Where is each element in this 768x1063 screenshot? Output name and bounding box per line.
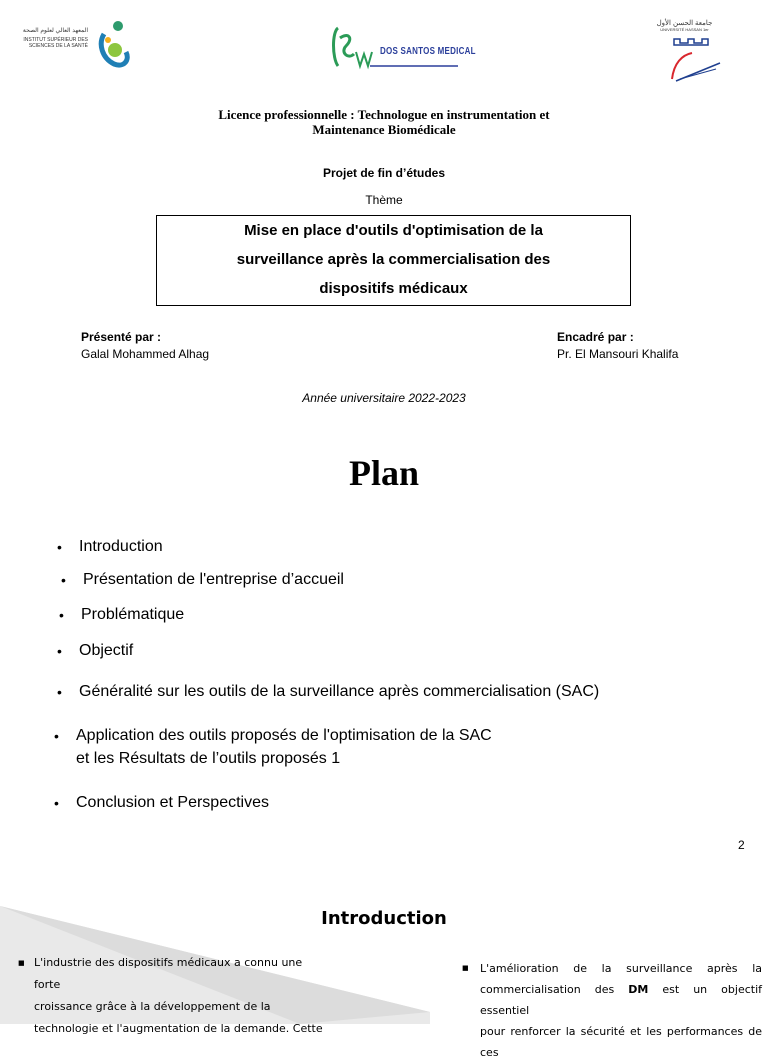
plan-item-label: Application des outils proposés de l'optimisation de la SAC: [76, 727, 492, 744]
plan-item-label: Introduction: [79, 538, 163, 555]
institute-logo-arabic: المعهد العالي لعلوم الصحة: [22, 28, 88, 34]
project-title-line-1: Mise en place d'outils d'optimisation de la: [244, 222, 543, 239]
plan-item-label: Présentation de l'entreprise d’accueil: [83, 571, 344, 588]
bullet-icon: •: [57, 539, 62, 555]
plan-item-label-continued: et les Résultats de l’outils proposés 1: [76, 750, 341, 767]
plan-item-label: Conclusion et Perspectives: [76, 794, 269, 811]
plan-item: [57, 536, 557, 558]
licence-heading: [0, 107, 768, 137]
introduction-title: Introduction: [321, 908, 447, 929]
annee-universitaire: Année universitaire 2022-2023: [302, 391, 466, 405]
university-logo-french: UNIVERSITÉ HASSAN 1er: [660, 27, 709, 32]
introduction-right-text: [462, 958, 762, 1063]
plan-title: Plan: [348, 453, 419, 493]
institute-emblem-icon: [96, 20, 132, 72]
square-bullet-icon: ■: [462, 964, 469, 972]
licence-text: Licence professionnelle : Technologue en instrumentation et Maintenance Biomédicale: [218, 107, 550, 137]
square-bullet-icon: ■: [18, 959, 25, 967]
plan-item: [57, 681, 757, 703]
encadre-name: Pr. El Mansouri Khalifa: [557, 347, 679, 361]
page-number: 2: [738, 838, 745, 852]
plan-item-label: Problématique: [81, 606, 185, 623]
intro-right-line: commercialisation des DM est un objectif essentiel: [480, 983, 762, 1017]
plan-item: [59, 604, 559, 626]
project-title-line-3: dispositifs médicaux: [319, 280, 468, 297]
bullet-icon: •: [54, 795, 59, 811]
presente-name: Galal Mohammed Alhag: [81, 347, 210, 361]
dos-santos-logo: [330, 22, 476, 72]
intro-left-line: L'industrie des dispositifs médicaux a connu une forte: [34, 956, 303, 991]
intro-right-line: L'amélioration de la surveillance après la: [480, 962, 762, 975]
projet-label: Projet de fin d’études: [322, 166, 445, 180]
plan-item: [54, 792, 554, 814]
encadre-label: Encadré par :: [557, 330, 634, 344]
project-title-line-2: surveillance après la commercialisation des: [236, 251, 551, 268]
introduction-left-text: [18, 952, 328, 1040]
project-title-box: [156, 215, 631, 306]
intro-right-line: pour renforcer la sécurité et les performances de ces: [480, 1025, 762, 1059]
presente-label: Présenté par :: [81, 330, 162, 344]
theme-label: Thème: [365, 193, 403, 207]
institute-logo-french: INSTITUT SUPÉRIEUR DES SCIENCES DE LA SANTÉ: [23, 37, 88, 49]
bullet-icon: •: [57, 643, 62, 659]
plan-item-label: Généralité sur les outils de la surveillance après commercialisation (SAC): [79, 683, 600, 700]
university-logo-arabic: جامعة الحسن الأول: [656, 20, 713, 27]
bullet-icon: •: [59, 607, 64, 623]
plan-item: [57, 640, 557, 662]
bullet-icon: •: [61, 572, 66, 588]
plan-item: [54, 725, 654, 769]
institute-logo: [18, 20, 133, 70]
university-emblem-icon: [662, 35, 722, 85]
intro-left-line: croissance grâce à la développement de la: [34, 1000, 271, 1013]
university-logo: [640, 15, 750, 85]
intro-left-line: technologie et l'augmentation de la demande. Cette: [34, 1022, 323, 1035]
bullet-icon: •: [54, 728, 59, 744]
plan-item-label: Objectif: [79, 642, 134, 659]
plan-item: [61, 569, 561, 591]
bullet-icon: •: [57, 684, 62, 700]
dos-santos-logo-text: DOS SANTOS MEDICAL: [380, 46, 476, 57]
